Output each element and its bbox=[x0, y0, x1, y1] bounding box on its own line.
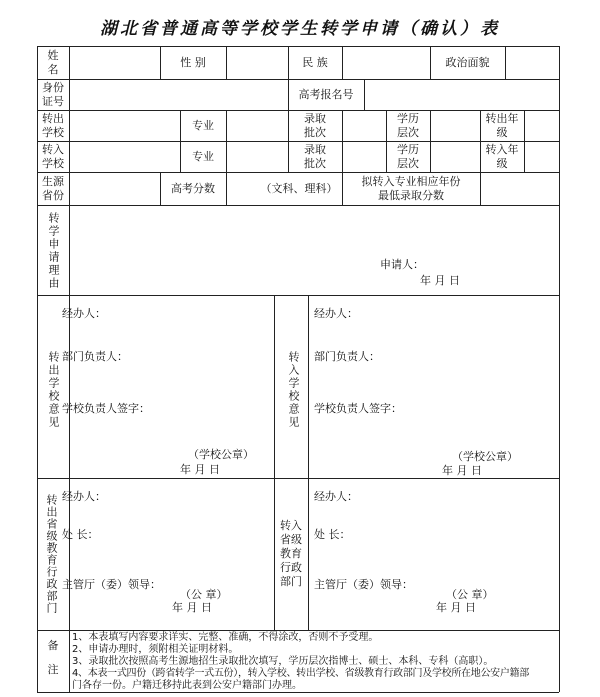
note-item: 门各存一份。户籍迁移持此表到公安户籍部门办理。 bbox=[72, 680, 302, 691]
grid-line bbox=[342, 46, 343, 79]
notes-label: 备 注 bbox=[47, 639, 59, 676]
in-prov-date: 年 月 日 bbox=[436, 601, 476, 614]
applicant-label: 申请人： bbox=[380, 258, 424, 271]
in-prov-chief-label: 处 长： bbox=[314, 528, 351, 541]
grid-line bbox=[226, 172, 227, 205]
in-province-label: 转入 省级 教育 行政 部门 bbox=[280, 519, 302, 588]
form-title: 湖北省普通高等学校学生转学申请（确认）表 bbox=[100, 19, 500, 39]
grid-line bbox=[430, 110, 431, 172]
note-item: 3、录取批次按照高考生源地招生录取批次填写，学历层次指博士、硕士、本科、专科（高职）。 bbox=[72, 656, 494, 667]
exam-number-label: 高考报名号 bbox=[298, 88, 354, 101]
grid-line bbox=[37, 79, 559, 80]
out-level-label: 学历 层次 bbox=[397, 112, 419, 139]
subject-type-label: （文科、理科） bbox=[260, 182, 338, 195]
out-prov-handler-label: 经办人： bbox=[62, 490, 106, 503]
grid-line bbox=[37, 46, 559, 47]
grid-line bbox=[524, 110, 525, 172]
in-major-label: 专业 bbox=[192, 150, 214, 163]
grid-line bbox=[226, 46, 227, 79]
name-label: 姓 名 bbox=[47, 49, 59, 76]
grid-line bbox=[308, 295, 309, 630]
note-item: 4、本表一式四份（跨省转学一式五份），转入学校、转出学校、省级教育行政部门及学校所在地公安户籍部 bbox=[72, 668, 529, 679]
out-province-label: 转出省级教育行政部门 bbox=[45, 494, 58, 614]
grid-line bbox=[480, 172, 481, 205]
in-prov-seal-label: （公 章） bbox=[446, 588, 494, 601]
out-school-opinion-label: 转出学校意见 bbox=[47, 351, 60, 429]
exam-score-label: 高考分数 bbox=[171, 182, 215, 195]
in-school-date: 年 月 日 bbox=[442, 464, 482, 477]
out-leader-label: 学校负责人签字： bbox=[62, 402, 150, 415]
in-batch-label: 录取 批次 bbox=[304, 143, 326, 170]
reason-label: 转学申请理由 bbox=[47, 212, 60, 290]
grid-line bbox=[37, 630, 559, 631]
in-prov-handler-label: 经办人： bbox=[314, 490, 358, 503]
in-school-label: 转入 学校 bbox=[42, 143, 64, 170]
in-grade-label: 转入年 级 bbox=[485, 143, 519, 170]
out-handler-label: 经办人： bbox=[62, 307, 106, 320]
out-prov-chief-label: 处 长： bbox=[62, 528, 99, 541]
in-level-label: 学历 层次 bbox=[397, 143, 419, 170]
reason-date: 年 月 日 bbox=[420, 274, 460, 287]
grid-line bbox=[342, 110, 343, 172]
grid-line bbox=[69, 46, 70, 692]
in-dept-label: 部门负责人： bbox=[314, 350, 380, 363]
grid-line bbox=[364, 79, 365, 110]
grid-line bbox=[37, 205, 559, 206]
out-batch-label: 录取 批次 bbox=[304, 112, 326, 139]
out-dept-label: 部门负责人： bbox=[62, 350, 128, 363]
out-school-date: 年 月 日 bbox=[180, 463, 220, 476]
grid-line bbox=[505, 46, 506, 79]
id-number-label: 身份 证号 bbox=[42, 81, 64, 108]
grid-line bbox=[559, 46, 560, 692]
gender-label: 性 别 bbox=[180, 56, 206, 69]
origin-province-label: 生源 省份 bbox=[42, 175, 64, 202]
out-seal-label: （学校公章） bbox=[188, 448, 254, 461]
grid-line bbox=[226, 110, 227, 172]
note-item: 2、申请办理时，须附相关证明材料。 bbox=[72, 644, 239, 655]
out-prov-leader-label: 主管厅（委）领导： bbox=[62, 578, 161, 591]
out-prov-date: 年 月 日 bbox=[172, 601, 212, 614]
ethnicity-label: 民 族 bbox=[302, 56, 328, 69]
out-major-label: 专业 bbox=[192, 119, 214, 132]
note-item: 1、本表填写内容要求详实、完整、准确，不得涂改，否则不予受理。 bbox=[72, 632, 379, 643]
out-prov-seal-label: （公 章） bbox=[180, 588, 228, 601]
in-seal-label: （学校公章） bbox=[452, 450, 518, 463]
min-score-label: 拟转入专业相应年份 最低录取分数 bbox=[361, 175, 461, 202]
grid-line bbox=[37, 478, 559, 479]
in-leader-label: 学校负责人签字： bbox=[314, 402, 402, 415]
out-school-label: 转出 学校 bbox=[42, 112, 64, 139]
in-handler-label: 经办人： bbox=[314, 307, 358, 320]
in-prov-leader-label: 主管厅（委）领导： bbox=[314, 578, 413, 591]
out-grade-label: 转出年 级 bbox=[485, 112, 519, 139]
in-school-opinion-label: 转入学校意见 bbox=[287, 351, 300, 429]
grid-line bbox=[37, 295, 559, 296]
political-status-label: 政治面貌 bbox=[445, 56, 490, 69]
grid-line bbox=[37, 692, 559, 693]
